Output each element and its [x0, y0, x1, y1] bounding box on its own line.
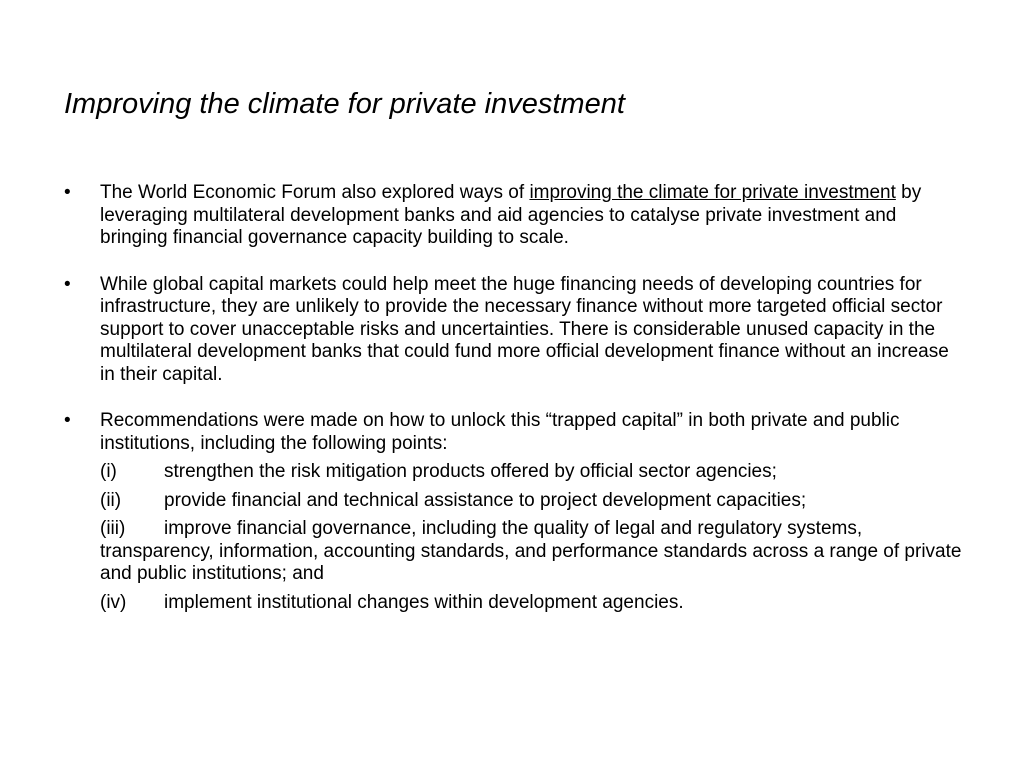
sub-item-number: (iv) [100, 591, 127, 613]
bullet-text: Recommendations were made on how to unlock this “trapped capital” in both private and public institutions, including the following points: [100, 410, 900, 454]
slide-title: Improving the climate for private investment [64, 88, 625, 120]
sub-item-text: strengthen the risk mitigation products offered by official sector agencies; [164, 461, 777, 482]
sub-item-text: implement institutional changes within development agencies. [164, 591, 684, 613]
sub-item-number: (iii) [100, 518, 126, 539]
bullet-text-before: The World Economic Forum also explored ways of [100, 182, 530, 203]
sub-item-text: provide financial and technical assistance to project development capacities; [164, 489, 807, 511]
sub-item-iv [100, 592, 964, 615]
sub-item-ii [100, 490, 964, 513]
sub-item-i [100, 461, 964, 484]
bullet-dot: • [64, 273, 71, 295]
bullet-dot: • [64, 410, 71, 431]
bullet-dot: • [64, 182, 71, 203]
bullet-text-after: by leveraging multilateral development banks and aid agencies to catalyse private investment and bringing financial governance capacity building to scale. [100, 182, 922, 248]
sub-item-text: improve financial governance, including the quality of legal and regulatory systems, transparency, information, accounting standards, and performance standards across a range of private and public institutions; and [100, 518, 962, 584]
sub-item-number: (i) [100, 461, 117, 482]
bullet-text: While global capital markets could help meet the huge financing needs of developing countries for infrastructure, they are unlikely to provide the necessary finance without more targeted official sector support to cover unacceptable risks and uncertainties. There is considerable unused capacity in the multilateral development banks that could fund more official development finance without an increase in their capital. [100, 273, 949, 385]
climate-link[interactable]: improving the climate for private investment [529, 182, 896, 203]
sub-item-number: (ii) [100, 489, 122, 511]
bullet-list [64, 182, 964, 614]
bullet-item-2 [64, 274, 964, 387]
bullet-item-3 [64, 410, 964, 614]
bullet-item-1 [64, 182, 964, 250]
sub-item-iii [100, 518, 964, 586]
